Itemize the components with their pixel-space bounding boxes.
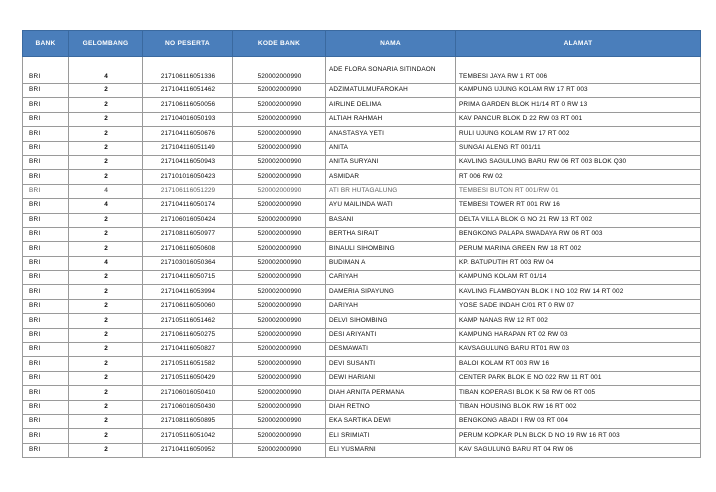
cell-alamat[interactable]: KP. BATUPUTIH RT 003 RW 04 bbox=[456, 256, 701, 270]
cell-no-peserta[interactable]: 217105116050429 bbox=[143, 371, 233, 385]
cell-alamat[interactable]: KAVSAGULUNG BARU RT01 RW 03 bbox=[456, 343, 701, 357]
cell-bank[interactable]: BRI bbox=[23, 371, 69, 385]
table-row[interactable] bbox=[23, 213, 701, 227]
cell-bank[interactable]: BRI bbox=[23, 199, 69, 213]
cell-alamat[interactable]: PRIMA GARDEN BLOK H1/14 RT 0 RW 13 bbox=[456, 98, 701, 112]
cell-alamat[interactable]: TIBAN HOUSING BLOK RW 16 RT 002 bbox=[456, 400, 701, 414]
table-row[interactable] bbox=[23, 256, 701, 270]
cell-nama[interactable]: DARIYAH bbox=[326, 299, 456, 313]
table-row[interactable] bbox=[23, 400, 701, 414]
table-row[interactable] bbox=[23, 371, 701, 385]
cell-nama[interactable]: ATI BR HUTAGALUNG bbox=[326, 184, 456, 198]
cell-no-peserta[interactable]: 217105116051462 bbox=[143, 314, 233, 328]
cell-gelombang[interactable]: 2 bbox=[69, 242, 143, 256]
cell-nama[interactable]: ANASTASYA YETI bbox=[326, 127, 456, 141]
table-header bbox=[23, 31, 701, 57]
column-header-no-peserta[interactable]: NO PESERTA bbox=[143, 31, 233, 57]
cell-bank[interactable]: BRI bbox=[23, 98, 69, 112]
cell-no-peserta[interactable]: 217104116051149 bbox=[143, 141, 233, 155]
cell-no-peserta[interactable]: 217106116050608 bbox=[143, 242, 233, 256]
cell-nama[interactable]: DIAH RETNO bbox=[326, 400, 456, 414]
cell-kode-bank[interactable]: 520002000990 bbox=[233, 213, 326, 227]
cell-kode-bank[interactable]: 520002000990 bbox=[233, 227, 326, 241]
cell-no-peserta[interactable]: 217104016050193 bbox=[143, 112, 233, 126]
table-header-row bbox=[23, 31, 701, 57]
table-row[interactable] bbox=[23, 155, 701, 169]
cell-nama[interactable]: DIAH ARNITA PERMANA bbox=[326, 386, 456, 400]
cell-nama[interactable]: ANITA SURYANI bbox=[326, 155, 456, 169]
table-row[interactable] bbox=[23, 84, 701, 98]
cell-alamat[interactable]: RULI UJUNG KOLAM RW 17 RT 002 bbox=[456, 127, 701, 141]
cell-gelombang[interactable]: 2 bbox=[69, 98, 143, 112]
cell-gelombang[interactable]: 2 bbox=[69, 314, 143, 328]
cell-no-peserta[interactable]: 217104116050952 bbox=[143, 443, 233, 457]
cell-bank[interactable]: BRI bbox=[23, 184, 69, 198]
cell-alamat[interactable]: KAMPUNG KOLAM RT 01/14 bbox=[456, 271, 701, 285]
table-row[interactable] bbox=[23, 343, 701, 357]
cell-nama[interactable]: BUDIMAN A bbox=[326, 256, 456, 270]
cell-bank[interactable]: BRI bbox=[23, 314, 69, 328]
cell-nama[interactable]: CARIYAH bbox=[326, 271, 456, 285]
table-row[interactable] bbox=[23, 414, 701, 428]
cell-no-peserta[interactable]: 217104116050827 bbox=[143, 343, 233, 357]
cell-bank[interactable]: BRI bbox=[23, 299, 69, 313]
column-header-nama[interactable]: NAMA bbox=[326, 31, 456, 57]
cell-no-peserta[interactable]: 217106016050424 bbox=[143, 213, 233, 227]
cell-gelombang[interactable]: 2 bbox=[69, 271, 143, 285]
column-header-bank[interactable]: BANK bbox=[23, 31, 69, 57]
table-row[interactable] bbox=[23, 242, 701, 256]
cell-kode-bank[interactable]: 520002000990 bbox=[233, 371, 326, 385]
cell-gelombang[interactable]: 2 bbox=[69, 357, 143, 371]
cell-no-peserta[interactable]: 217106116050060 bbox=[143, 299, 233, 313]
cell-kode-bank[interactable]: 520002000990 bbox=[233, 98, 326, 112]
table-row[interactable] bbox=[23, 443, 701, 457]
cell-bank[interactable]: BRI bbox=[23, 141, 69, 155]
cell-bank[interactable]: BRI bbox=[23, 271, 69, 285]
cell-kode-bank[interactable]: 520002000990 bbox=[233, 314, 326, 328]
cell-gelombang[interactable]: 2 bbox=[69, 127, 143, 141]
cell-nama[interactable]: BASANI bbox=[326, 213, 456, 227]
cell-gelombang[interactable]: 4 bbox=[69, 184, 143, 198]
table-row[interactable] bbox=[23, 299, 701, 313]
cell-bank[interactable]: BRI bbox=[23, 84, 69, 98]
cell-alamat[interactable]: PERUM MARINA GREEN RW 18 RT 002 bbox=[456, 242, 701, 256]
cell-bank[interactable]: BRI bbox=[23, 227, 69, 241]
cell-alamat[interactable]: KAVLING FLAMBOYAN BLOK I NO 102 RW 14 RT 002 bbox=[456, 285, 701, 299]
cell-kode-bank[interactable]: 520002000990 bbox=[233, 386, 326, 400]
cell-nama[interactable]: DAMERIA SIPAYUNG bbox=[326, 285, 456, 299]
cell-bank[interactable]: BRI bbox=[23, 328, 69, 342]
cell-kode-bank[interactable]: 520002000990 bbox=[233, 256, 326, 270]
cell-bank[interactable]: BRI bbox=[23, 256, 69, 270]
cell-no-peserta[interactable]: 217105116051582 bbox=[143, 357, 233, 371]
cell-alamat[interactable]: KAMPUNG HARAPAN RT 02 RW 03 bbox=[456, 328, 701, 342]
cell-no-peserta[interactable]: 217108116050977 bbox=[143, 227, 233, 241]
cell-gelombang[interactable]: 4 bbox=[69, 199, 143, 213]
cell-gelombang[interactable]: 2 bbox=[69, 213, 143, 227]
cell-no-peserta[interactable]: 217104116050676 bbox=[143, 127, 233, 141]
cell-gelombang[interactable]: 4 bbox=[69, 256, 143, 270]
cell-alamat[interactable]: KAVLING SAGULUNG BARU RW 06 RT 003 BLOK Q30 bbox=[456, 155, 701, 169]
cell-gelombang[interactable]: 2 bbox=[69, 443, 143, 457]
cell-nama[interactable]: ANITA bbox=[326, 141, 456, 155]
cell-kode-bank[interactable]: 520002000990 bbox=[233, 299, 326, 313]
cell-kode-bank[interactable]: 520002000990 bbox=[233, 112, 326, 126]
cell-gelombang[interactable]: 2 bbox=[69, 112, 143, 126]
cell-nama[interactable]: AYU MAILINDA WATI bbox=[326, 199, 456, 213]
cell-alamat[interactable]: RT 006 RW 02 bbox=[456, 170, 701, 184]
cell-gelombang[interactable]: 2 bbox=[69, 84, 143, 98]
cell-no-peserta[interactable]: 217106116050056 bbox=[143, 98, 233, 112]
table-row[interactable] bbox=[23, 314, 701, 328]
cell-bank[interactable]: BRI bbox=[23, 429, 69, 443]
cell-kode-bank[interactable]: 520002000990 bbox=[233, 285, 326, 299]
cell-alamat[interactable]: CENTER PARK BLOK E NO 022 RW 11 RT 001 bbox=[456, 371, 701, 385]
cell-alamat[interactable]: KAV PANCUR BLOK D 22 RW 03 RT 001 bbox=[456, 112, 701, 126]
cell-no-peserta[interactable]: 217106116051336 bbox=[143, 57, 233, 84]
cell-no-peserta[interactable]: 217106016050410 bbox=[143, 386, 233, 400]
cell-alamat[interactable]: TIBAN KOPERASI BLOK K 58 RW 06 RT 005 bbox=[456, 386, 701, 400]
cell-gelombang[interactable]: 2 bbox=[69, 371, 143, 385]
cell-nama[interactable]: BINAULI SIHOMBING bbox=[326, 242, 456, 256]
cell-alamat[interactable]: KAV SAGULUNG BARU RT 04 RW 06 bbox=[456, 443, 701, 457]
cell-gelombang[interactable]: 2 bbox=[69, 429, 143, 443]
cell-kode-bank[interactable]: 520002000990 bbox=[233, 357, 326, 371]
cell-bank[interactable]: BRI bbox=[23, 213, 69, 227]
cell-bank[interactable]: BRI bbox=[23, 400, 69, 414]
registration-table bbox=[22, 30, 701, 458]
cell-kode-bank[interactable]: 520002000990 bbox=[233, 343, 326, 357]
cell-no-peserta[interactable]: 217103016050364 bbox=[143, 256, 233, 270]
table-row[interactable] bbox=[23, 271, 701, 285]
cell-alamat[interactable]: DELTA VILLA BLOK G NO 21 RW 13 RT 002 bbox=[456, 213, 701, 227]
cell-alamat[interactable]: BENGKONG PALAPA SWADAYA RW 06 RT 003 bbox=[456, 227, 701, 241]
cell-gelombang[interactable]: 4 bbox=[69, 57, 143, 84]
table-body bbox=[23, 57, 701, 458]
cell-nama[interactable]: DEWI HARIANI bbox=[326, 371, 456, 385]
table-row[interactable] bbox=[23, 184, 701, 198]
table-row[interactable] bbox=[23, 127, 701, 141]
cell-bank[interactable]: BRI bbox=[23, 170, 69, 184]
column-header-alamat[interactable]: ALAMAT bbox=[456, 31, 701, 57]
cell-gelombang[interactable]: 2 bbox=[69, 386, 143, 400]
cell-nama[interactable]: ADE FLORA SONARIA SITINDAON bbox=[326, 57, 456, 84]
cell-alamat[interactable]: TEMBESI BUTON RT 001/RW 01 bbox=[456, 184, 701, 198]
cell-nama[interactable]: DEVI SUSANTI bbox=[326, 357, 456, 371]
cell-no-peserta[interactable]: 217104116053994 bbox=[143, 285, 233, 299]
cell-kode-bank[interactable]: 520002000990 bbox=[233, 414, 326, 428]
cell-gelombang[interactable]: 2 bbox=[69, 328, 143, 342]
cell-kode-bank[interactable]: 520002000990 bbox=[233, 328, 326, 342]
cell-bank[interactable]: BRI bbox=[23, 127, 69, 141]
table-row[interactable] bbox=[23, 170, 701, 184]
cell-gelombang[interactable]: 2 bbox=[69, 299, 143, 313]
cell-gelombang[interactable]: 2 bbox=[69, 414, 143, 428]
table-row[interactable] bbox=[23, 357, 701, 371]
cell-bank[interactable]: BRI bbox=[23, 357, 69, 371]
cell-nama[interactable]: DESMAWATI bbox=[326, 343, 456, 357]
table-row[interactable] bbox=[23, 57, 701, 84]
cell-kode-bank[interactable]: 520002000990 bbox=[233, 429, 326, 443]
cell-alamat[interactable]: BALOI KOLAM RT 003 RW 16 bbox=[456, 357, 701, 371]
column-header-gelombang[interactable]: GELOMBANG bbox=[69, 31, 143, 57]
cell-kode-bank[interactable]: 520002000990 bbox=[233, 155, 326, 169]
cell-alamat[interactable]: PERUM KOPKAR PLN BLCK D NO 19 RW 16 RT 003 bbox=[456, 429, 701, 443]
cell-bank[interactable]: BRI bbox=[23, 414, 69, 428]
cell-kode-bank[interactable]: 520002000990 bbox=[233, 170, 326, 184]
cell-nama[interactable]: DELVI SIHOMBING bbox=[326, 314, 456, 328]
cell-gelombang[interactable]: 2 bbox=[69, 155, 143, 169]
cell-nama[interactable]: ELI SRIMIATI bbox=[326, 429, 456, 443]
cell-alamat[interactable]: TEMBESI JAYA RW 1 RT 006 bbox=[456, 57, 701, 84]
cell-bank[interactable]: BRI bbox=[23, 242, 69, 256]
cell-no-peserta[interactable]: 217106116051229 bbox=[143, 184, 233, 198]
cell-kode-bank[interactable]: 520002000990 bbox=[233, 141, 326, 155]
cell-no-peserta[interactable]: 217106116050275 bbox=[143, 328, 233, 342]
cell-nama[interactable]: EKA SARTIKA DEWI bbox=[326, 414, 456, 428]
cell-nama[interactable]: ALTIAH RAHMAH bbox=[326, 112, 456, 126]
cell-alamat[interactable]: SUNGAI ALENG RT 001/11 bbox=[456, 141, 701, 155]
table-row[interactable] bbox=[23, 328, 701, 342]
cell-kode-bank[interactable]: 520002000990 bbox=[233, 57, 326, 84]
cell-no-peserta[interactable]: 217108116050895 bbox=[143, 414, 233, 428]
cell-kode-bank[interactable]: 520002000990 bbox=[233, 400, 326, 414]
cell-no-peserta[interactable]: 217101016050423 bbox=[143, 170, 233, 184]
cell-alamat[interactable]: KAMP NANAS RW 12 RT 002 bbox=[456, 314, 701, 328]
cell-nama[interactable]: ASMIDAR bbox=[326, 170, 456, 184]
table-row[interactable] bbox=[23, 112, 701, 126]
cell-kode-bank[interactable]: 520002000990 bbox=[233, 199, 326, 213]
cell-gelombang[interactable]: 2 bbox=[69, 343, 143, 357]
cell-nama[interactable]: BERTHA SIRAIT bbox=[326, 227, 456, 241]
cell-bank[interactable]: BRI bbox=[23, 112, 69, 126]
cell-gelombang[interactable]: 2 bbox=[69, 285, 143, 299]
cell-gelombang[interactable]: 2 bbox=[69, 400, 143, 414]
cell-no-peserta[interactable]: 217104116050943 bbox=[143, 155, 233, 169]
table-row[interactable] bbox=[23, 98, 701, 112]
table-row[interactable] bbox=[23, 227, 701, 241]
cell-gelombang[interactable]: 2 bbox=[69, 170, 143, 184]
cell-alamat[interactable]: KAMPUNG UJUNG KOLAM RW 17 RT 003 bbox=[456, 84, 701, 98]
cell-alamat[interactable]: YOSE SADE INDAH C/01 RT 0 RW 07 bbox=[456, 299, 701, 313]
cell-kode-bank[interactable]: 520002000990 bbox=[233, 127, 326, 141]
cell-alamat[interactable]: BENGKONG ABADI I RW 03 RT 004 bbox=[456, 414, 701, 428]
cell-no-peserta[interactable]: 217105116051042 bbox=[143, 429, 233, 443]
cell-nama[interactable]: ELI YUSMARNI bbox=[326, 443, 456, 457]
cell-alamat[interactable]: TEMBESI TOWER RT 001 RW 16 bbox=[456, 199, 701, 213]
cell-bank[interactable]: BRI bbox=[23, 155, 69, 169]
cell-nama[interactable]: DESI ARIYANTI bbox=[326, 328, 456, 342]
table-row[interactable] bbox=[23, 199, 701, 213]
table-row[interactable] bbox=[23, 386, 701, 400]
table-row[interactable] bbox=[23, 429, 701, 443]
cell-gelombang[interactable]: 2 bbox=[69, 227, 143, 241]
column-header-kode-bank[interactable]: KODE BANK bbox=[233, 31, 326, 57]
registration-table-wrapper bbox=[22, 30, 700, 458]
cell-kode-bank[interactable]: 520002000990 bbox=[233, 242, 326, 256]
cell-nama[interactable]: ADZIMATULMUFAROKAH bbox=[326, 84, 456, 98]
cell-bank[interactable]: BRI bbox=[23, 386, 69, 400]
cell-bank[interactable]: BRI bbox=[23, 285, 69, 299]
cell-bank[interactable]: BRI bbox=[23, 443, 69, 457]
cell-kode-bank[interactable]: 520002000990 bbox=[233, 184, 326, 198]
cell-no-peserta[interactable]: 217106016050430 bbox=[143, 400, 233, 414]
cell-bank[interactable]: BRI bbox=[23, 57, 69, 84]
cell-gelombang[interactable]: 2 bbox=[69, 141, 143, 155]
cell-kode-bank[interactable]: 520002000990 bbox=[233, 84, 326, 98]
cell-kode-bank[interactable]: 520002000990 bbox=[233, 271, 326, 285]
cell-kode-bank[interactable]: 520002000990 bbox=[233, 443, 326, 457]
cell-nama[interactable]: AIRLINE DELIMA bbox=[326, 98, 456, 112]
table-row[interactable] bbox=[23, 285, 701, 299]
cell-bank[interactable]: BRI bbox=[23, 343, 69, 357]
cell-no-peserta[interactable]: 217104116051462 bbox=[143, 84, 233, 98]
cell-no-peserta[interactable]: 217104116050174 bbox=[143, 199, 233, 213]
cell-no-peserta[interactable]: 217104116050715 bbox=[143, 271, 233, 285]
table-row[interactable] bbox=[23, 141, 701, 155]
